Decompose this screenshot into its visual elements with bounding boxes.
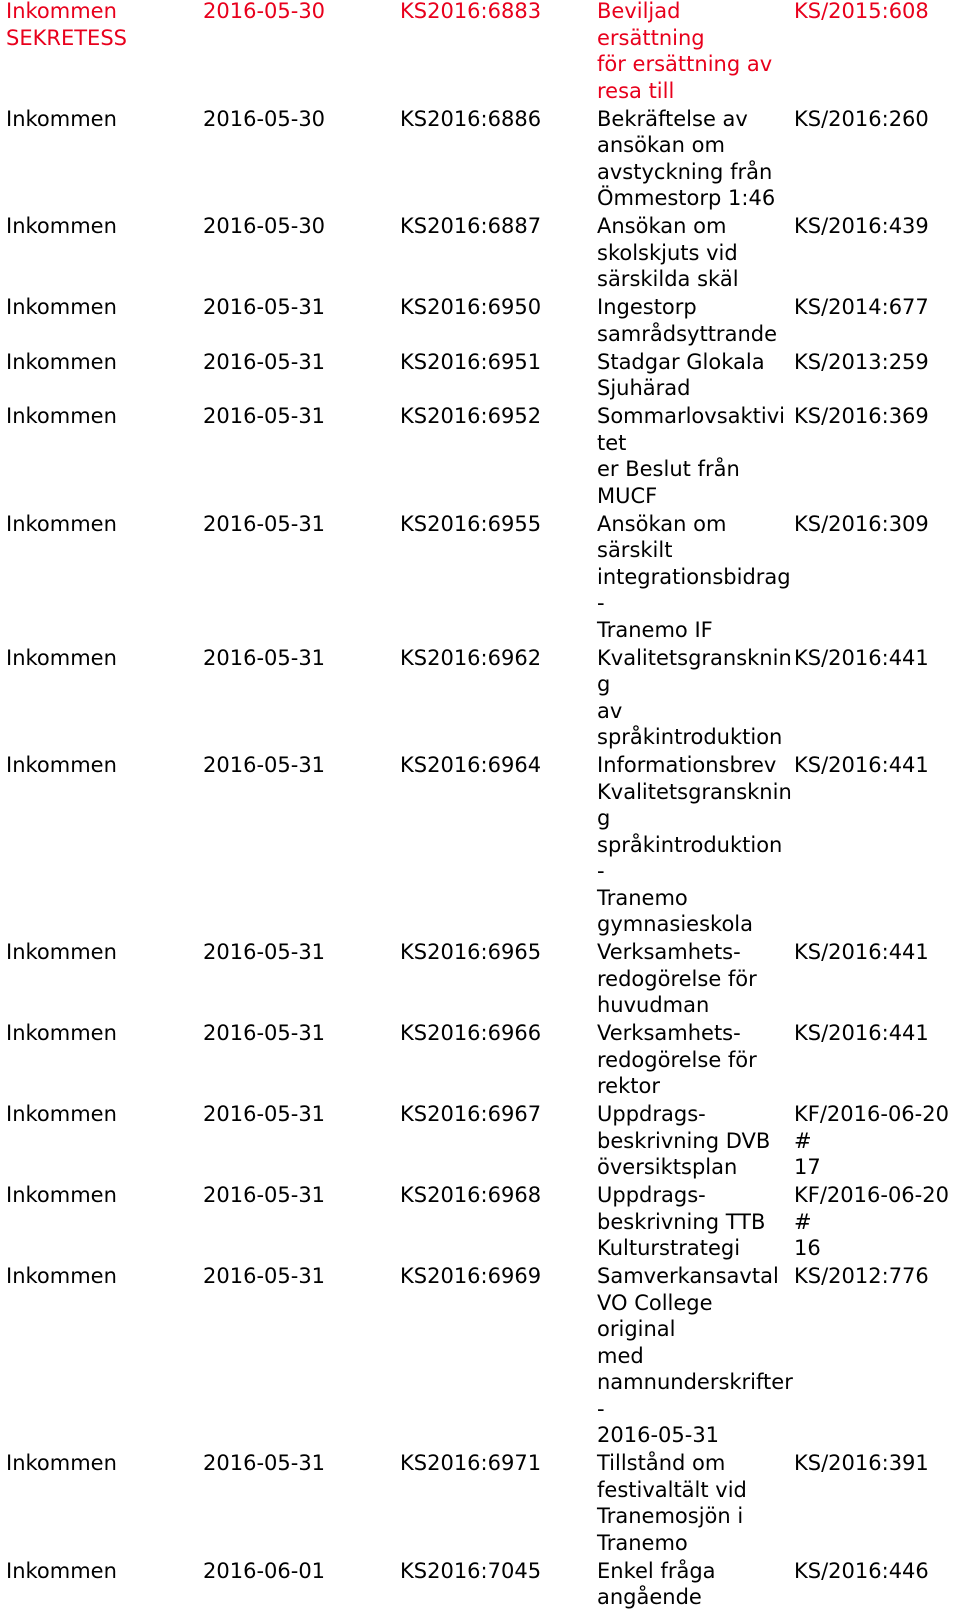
document-description-line: redogörelse för	[597, 1047, 793, 1074]
document-description	[597, 1263, 793, 1449]
document-type	[6, 1263, 117, 1290]
diary-number: KS2016:6968	[400, 1182, 541, 1209]
document-description	[597, 1020, 793, 1100]
diary-number: KS2016:6962	[400, 645, 541, 672]
diary-row	[6, 294, 960, 349]
case-number-line: KS/2016:441	[794, 939, 960, 966]
document-description-line: Informationsbrev	[597, 752, 793, 779]
diary-row	[6, 1450, 960, 1558]
document-description-line: ansökan om	[597, 132, 793, 159]
document-date: 2016-05-31	[203, 1182, 325, 1209]
diary-row	[6, 511, 960, 645]
case-number-line: KS/2013:259	[794, 349, 960, 376]
case-number	[794, 1020, 960, 1047]
case-number-line: KS/2016:260	[794, 106, 960, 133]
document-description-line: Tillstånd om	[597, 1450, 793, 1477]
document-description-line: Kvalitetsgranskning	[597, 779, 793, 832]
document-description-line: Tranemo	[597, 1530, 793, 1557]
diary-number: KS2016:6886	[400, 106, 541, 133]
document-description-line: Tranemosjön i	[597, 1503, 793, 1530]
document-type-line: SEKRETESS	[6, 25, 127, 52]
document-type-line: Inkommen	[6, 294, 117, 321]
document-description-line: Stadgar Glokala	[597, 349, 793, 376]
document-description-line: Verksamhets-	[597, 939, 793, 966]
case-number	[794, 403, 960, 430]
document-type	[6, 511, 117, 538]
case-number-line: KS/2016:439	[794, 213, 960, 240]
diary-list	[6, 0, 960, 1612]
case-number-line: KS/2016:391	[794, 1450, 960, 1477]
document-type-line: Inkommen	[6, 939, 117, 966]
case-number	[794, 1263, 960, 1290]
case-number	[794, 0, 960, 25]
document-description	[597, 349, 793, 402]
case-number-line: KF/2016-06-20 #	[794, 1101, 960, 1154]
document-description-line: Verksamhets-	[597, 1020, 793, 1047]
case-number-line: 16	[794, 1235, 960, 1262]
diary-number: KS2016:6951	[400, 349, 541, 376]
document-description	[597, 752, 793, 938]
case-number-line: KS/2016:309	[794, 511, 960, 538]
document-description-line: Sjuhärad	[597, 375, 793, 402]
document-type	[6, 645, 117, 672]
document-description-line: Uppdrags-	[597, 1182, 793, 1209]
document-date: 2016-05-31	[203, 939, 325, 966]
document-description	[597, 1101, 793, 1181]
document-description-line: med	[597, 1343, 793, 1370]
case-number	[794, 106, 960, 133]
document-type	[6, 106, 117, 133]
document-description	[597, 294, 793, 347]
document-description	[597, 1182, 793, 1262]
diary-row	[6, 939, 960, 1020]
case-number-line: KS/2015:608	[794, 0, 960, 25]
document-date: 2016-05-31	[203, 403, 325, 430]
document-type	[6, 752, 117, 779]
document-description-line: redogörelse för	[597, 966, 793, 993]
diary-number: KS2016:6883	[400, 0, 541, 25]
document-description	[597, 0, 793, 104]
document-description-line: särskilda skäl	[597, 266, 793, 293]
document-type	[6, 939, 117, 966]
document-description-line: er Beslut från MUCF	[597, 456, 793, 509]
document-date: 2016-06-01	[203, 1558, 325, 1585]
case-number	[794, 349, 960, 376]
document-date: 2016-05-30	[203, 106, 325, 133]
document-type	[6, 294, 117, 321]
diary-number: KS2016:6971	[400, 1450, 541, 1477]
case-number-line: KF/2016-06-20 #	[794, 1182, 960, 1235]
case-number-line: KS/2014:677	[794, 294, 960, 321]
document-description-line: samrådsyttrande	[597, 321, 793, 348]
case-number-line: KS/2012:776	[794, 1263, 960, 1290]
document-type	[6, 1450, 117, 1477]
diary-row	[6, 213, 960, 294]
document-description-line: Tranemo IF	[597, 617, 793, 644]
document-date: 2016-05-31	[203, 511, 325, 538]
document-description-line: 2016-05-31	[597, 1422, 793, 1449]
document-type	[6, 1182, 117, 1209]
diary-number: KS2016:6952	[400, 403, 541, 430]
diary-row	[6, 106, 960, 214]
case-number-line: KS/2016:441	[794, 1020, 960, 1047]
diary-row	[6, 645, 960, 753]
document-date: 2016-05-30	[203, 0, 325, 25]
document-type-line: Inkommen	[6, 0, 127, 25]
document-date: 2016-05-30	[203, 213, 325, 240]
case-number	[794, 1101, 960, 1181]
document-type	[6, 213, 117, 240]
document-date: 2016-05-31	[203, 1450, 325, 1477]
diary-number: KS2016:6966	[400, 1020, 541, 1047]
case-number	[794, 294, 960, 321]
document-description-line: Kulturstrategi	[597, 1235, 793, 1262]
document-description-line: Bekräftelse av	[597, 106, 793, 133]
document-date: 2016-05-31	[203, 349, 325, 376]
document-description-line: språkintroduktion -	[597, 832, 793, 885]
document-description-line: VO College original	[597, 1290, 793, 1343]
document-type-line: Inkommen	[6, 1558, 117, 1585]
document-type-line: Inkommen	[6, 1450, 117, 1477]
document-description	[597, 939, 793, 1019]
diary-number: KS2016:6887	[400, 213, 541, 240]
document-description	[597, 213, 793, 293]
document-description-line: skolskjuts vid	[597, 240, 793, 267]
document-type-line: Inkommen	[6, 1020, 117, 1047]
case-number-line: KS/2016:441	[794, 645, 960, 672]
document-type	[6, 1558, 117, 1585]
diary-row	[6, 1101, 960, 1182]
document-type-line: Inkommen	[6, 349, 117, 376]
document-type-line: Inkommen	[6, 403, 117, 430]
diary-row	[6, 349, 960, 404]
diary-number: KS2016:6950	[400, 294, 541, 321]
document-description	[597, 1450, 793, 1556]
document-type-line: Inkommen	[6, 1101, 117, 1128]
document-type-line: Inkommen	[6, 1182, 117, 1209]
document-date: 2016-05-31	[203, 645, 325, 672]
document-description-line: Ansökan om	[597, 213, 793, 240]
document-description	[597, 1558, 793, 1611]
diary-number: KS2016:6965	[400, 939, 541, 966]
document-description-line: angående	[597, 1584, 793, 1611]
diary-row	[6, 1263, 960, 1450]
diary-number: KS2016:6955	[400, 511, 541, 538]
document-description-line: huvudman	[597, 992, 793, 1019]
document-type-line: Inkommen	[6, 752, 117, 779]
document-description-line: gymnasieskola	[597, 911, 793, 938]
document-description-line: översiktsplan	[597, 1154, 793, 1181]
document-description-line: Ansökan om särskilt	[597, 511, 793, 564]
document-description-line: integrationsbidrag -	[597, 564, 793, 617]
case-number	[794, 1558, 960, 1585]
document-description-line: Tranemo	[597, 885, 793, 912]
document-type	[6, 1020, 117, 1047]
document-description	[597, 106, 793, 212]
diary-row	[6, 752, 960, 939]
diary-number: KS2016:6967	[400, 1101, 541, 1128]
case-number	[794, 752, 960, 779]
document-description-line: avstyckning från	[597, 159, 793, 186]
document-type-line: Inkommen	[6, 511, 117, 538]
diary-row	[6, 1182, 960, 1263]
case-number-line: KS/2016:369	[794, 403, 960, 430]
case-number-line: KS/2016:446	[794, 1558, 960, 1585]
case-number	[794, 213, 960, 240]
document-description-line: beskrivning TTB	[597, 1209, 793, 1236]
document-description-line: Ingestorp	[597, 294, 793, 321]
document-date: 2016-05-31	[203, 294, 325, 321]
diary-number: KS2016:6964	[400, 752, 541, 779]
document-description-line: för ersättning av	[597, 51, 793, 78]
document-description-line: språkintroduktion	[597, 724, 793, 751]
document-type-line: Inkommen	[6, 645, 117, 672]
document-description-line: Samverkansavtal	[597, 1263, 793, 1290]
document-description-line: resa till	[597, 78, 793, 105]
case-number	[794, 939, 960, 966]
diary-number: KS2016:6969	[400, 1263, 541, 1290]
document-type	[6, 349, 117, 376]
document-description-line: av	[597, 698, 793, 725]
document-description-line: Sommarlovsaktivitet	[597, 403, 793, 456]
document-date: 2016-05-31	[203, 1020, 325, 1047]
document-description-line: Ömmestorp 1:46	[597, 185, 793, 212]
diary-number: KS2016:7045	[400, 1558, 541, 1585]
diary-row	[6, 1558, 960, 1612]
document-description-line: Kvalitetsgranskning	[597, 645, 793, 698]
document-description	[597, 645, 793, 751]
document-type-line: Inkommen	[6, 1263, 117, 1290]
document-description-line: namnunderskrifter-	[597, 1369, 793, 1422]
document-description-line: festivaltält vid	[597, 1477, 793, 1504]
document-date: 2016-05-31	[203, 1101, 325, 1128]
document-type	[6, 1101, 117, 1128]
document-description	[597, 511, 793, 644]
case-number-line: KS/2016:441	[794, 752, 960, 779]
case-number-line: 17	[794, 1154, 960, 1181]
document-description-line: beskrivning DVB	[597, 1128, 793, 1155]
diary-row	[6, 1020, 960, 1101]
case-number	[794, 645, 960, 672]
document-description-line: Uppdrags-	[597, 1101, 793, 1128]
document-type-line: Inkommen	[6, 106, 117, 133]
document-type	[6, 403, 117, 430]
document-date: 2016-05-31	[203, 752, 325, 779]
diary-row	[6, 0, 960, 106]
diary-row	[6, 403, 960, 511]
document-type-line: Inkommen	[6, 213, 117, 240]
document-type	[6, 0, 127, 51]
document-description-line: Beviljad ersättning	[597, 0, 793, 51]
document-description-line: rektor	[597, 1073, 793, 1100]
document-description	[597, 403, 793, 509]
case-number	[794, 1182, 960, 1262]
case-number	[794, 1450, 960, 1477]
case-number	[794, 511, 960, 538]
document-date: 2016-05-31	[203, 1263, 325, 1290]
document-description-line: Enkel fråga	[597, 1558, 793, 1585]
